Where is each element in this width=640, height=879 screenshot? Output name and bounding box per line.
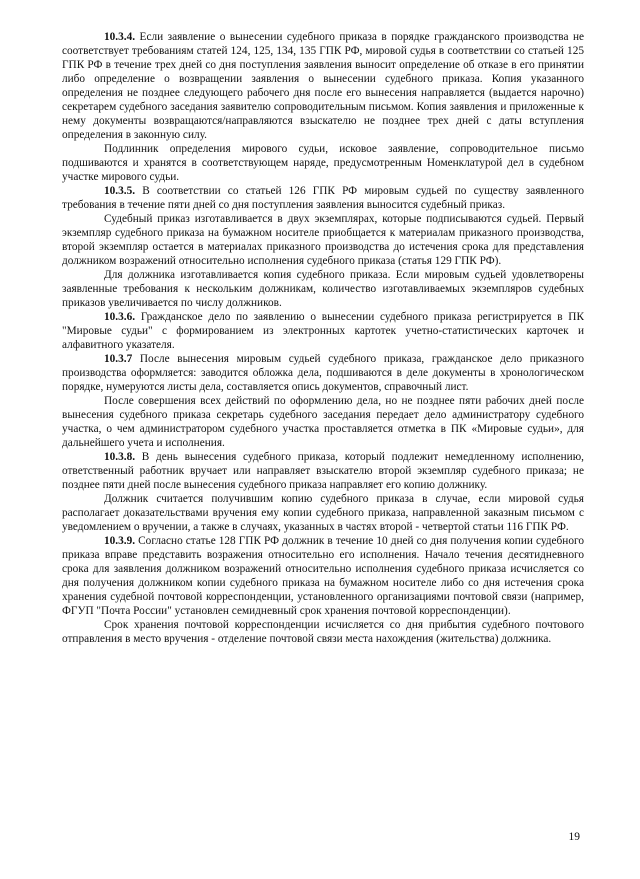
paragraph-text: В день вынесения судебного приказа, который подлежит немедленному исполнению, ответственный работник вручает или направляет взыскателю второй экземпляр судебного приказа; не позднее пяти дней после вынесения судебного приказа направляет его копию должнику. <box>62 451 584 491</box>
paragraph-text: После вынесения мировым судьей судебного приказа, гражданское дело приказного производства оформляется: заводится обложка дела, подшиваются в деле документы в хронологическом порядке, нумеруются листы дела, составляется опись документов, справочный лист. <box>62 353 584 393</box>
paragraph-10-3-6 <box>62 310 584 352</box>
section-number: 10.3.5. <box>104 185 136 197</box>
paragraph <box>62 142 584 184</box>
paragraph-10-3-8 <box>62 450 584 492</box>
paragraph-text: После совершения всех действий по оформлению дела, но не позднее пяти рабочих дней после вынесения судебного приказа секретарь судебного заседания передает дело администратору судебного участка, о чем администратором судебного участка проставляется отметка в ПК «Мировые судьи», для дальнейшего учета и исполнения. <box>62 395 584 449</box>
section-number: 10.3.9. <box>104 535 136 547</box>
paragraph-text: В соответствии со статьей 126 ГПК РФ мировым судьей по существу заявленного требования в течение пяти дней со дня поступления заявления выносится судебный приказ. <box>62 185 584 211</box>
paragraph-10-3-7 <box>62 352 584 394</box>
paragraph-text: Для должника изготавливается копия судебного приказа. Если мировым судьей удовлетворены заявленные требования к нескольким должникам, количество изготавливаемых экземпляров судебных приказов увеличивается по числу должников. <box>62 269 584 309</box>
paragraph <box>62 268 584 310</box>
paragraph-text: Срок хранения почтовой корреспонденции исчисляется со дня прибытия судебного почтового отправления в место вручения - отделение почтовой связи места нахождения (жительства) должника. <box>62 619 584 645</box>
section-number: 10.3.7 <box>104 353 133 365</box>
document-body <box>62 30 584 646</box>
paragraph <box>62 212 584 268</box>
paragraph-10-3-4 <box>62 30 584 142</box>
paragraph-10-3-5 <box>62 184 584 212</box>
paragraph-text: Подлинник определения мирового судьи, исковое заявление, сопроводительное письмо подшиваются и хранятся в соответствующем наряде, предусмотренным Номенклатурой дел в судебном участке мирового судьи. <box>62 143 584 183</box>
page-number: 19 <box>568 831 580 843</box>
paragraph-text: Гражданское дело по заявлению о вынесении судебного приказа регистрируется в ПК "Мировые судьи" с формированием из электронных картотек учетно-статистических карточек и алфавитного указателя. <box>62 311 584 351</box>
section-number: 10.3.8. <box>104 451 136 463</box>
paragraph-text: Согласно статье 128 ГПК РФ должник в течение 10 дней со дня получения копии судебного приказа вправе представить возражения относительно его исполнения. Начало течения десятидневного срока для заявления должником возражений относительно исполнения судебного приказа исчисляется со дня получения должником копии судебного приказа на бумажном носителе либо со дня истечения срока хранения судебной почтовой корреспонденции, установленного организациями почтовой связи (например, ФГУП "Почта России" установлен семидневный срок хранения почтовой корреспонденции). <box>62 535 584 617</box>
paragraph-text: Судебный приказ изготавливается в двух экземплярах, которые подписываются судьей. Первый экземпляр судебного приказа на бумажном носителе приобщается к материалам приказного производства, второй экземпляр остается в материалах приказного производства до истечения срока для представления должником возражений относительно исполнения судебного приказа (статья 129 ГПК РФ). <box>62 213 584 267</box>
paragraph-text: Должник считается получившим копию судебного приказа в случае, если мировой судья располагает доказательствами вручения ему копии судебного приказа, направленной заказным письмом с уведомлением о вручении, а также в случаях, указанных в частях второй - четвертой статьи 116 ГПК РФ. <box>62 493 584 533</box>
paragraph <box>62 618 584 646</box>
paragraph <box>62 394 584 450</box>
paragraph-text: Если заявление о вынесении судебного приказа в порядке гражданского производства не соответствует требованиям статей 124, 125, 134, 135 ГПК РФ, мировой судья в соответствии со статьей 125 ГПК РФ в течение трех дней со дня поступления заявления выносит определение об отказе в его принятии либо определение о возвращении заявления о вынесении судебного приказа. Копия указанного определения не позднее следующего рабочего дня после его вынесения направляется (выдается нарочно) секретарем судебного заседания заявителю сопроводительным письмом. Копия заявления и приложенные к нему документы возвращаются/направляются взыскателю не позднее трех дней с даты вступления определения в законную силу. <box>62 31 584 141</box>
paragraph <box>62 492 584 534</box>
paragraph-10-3-9 <box>62 534 584 618</box>
section-number: 10.3.4. <box>104 31 136 43</box>
section-number: 10.3.6. <box>104 311 136 323</box>
